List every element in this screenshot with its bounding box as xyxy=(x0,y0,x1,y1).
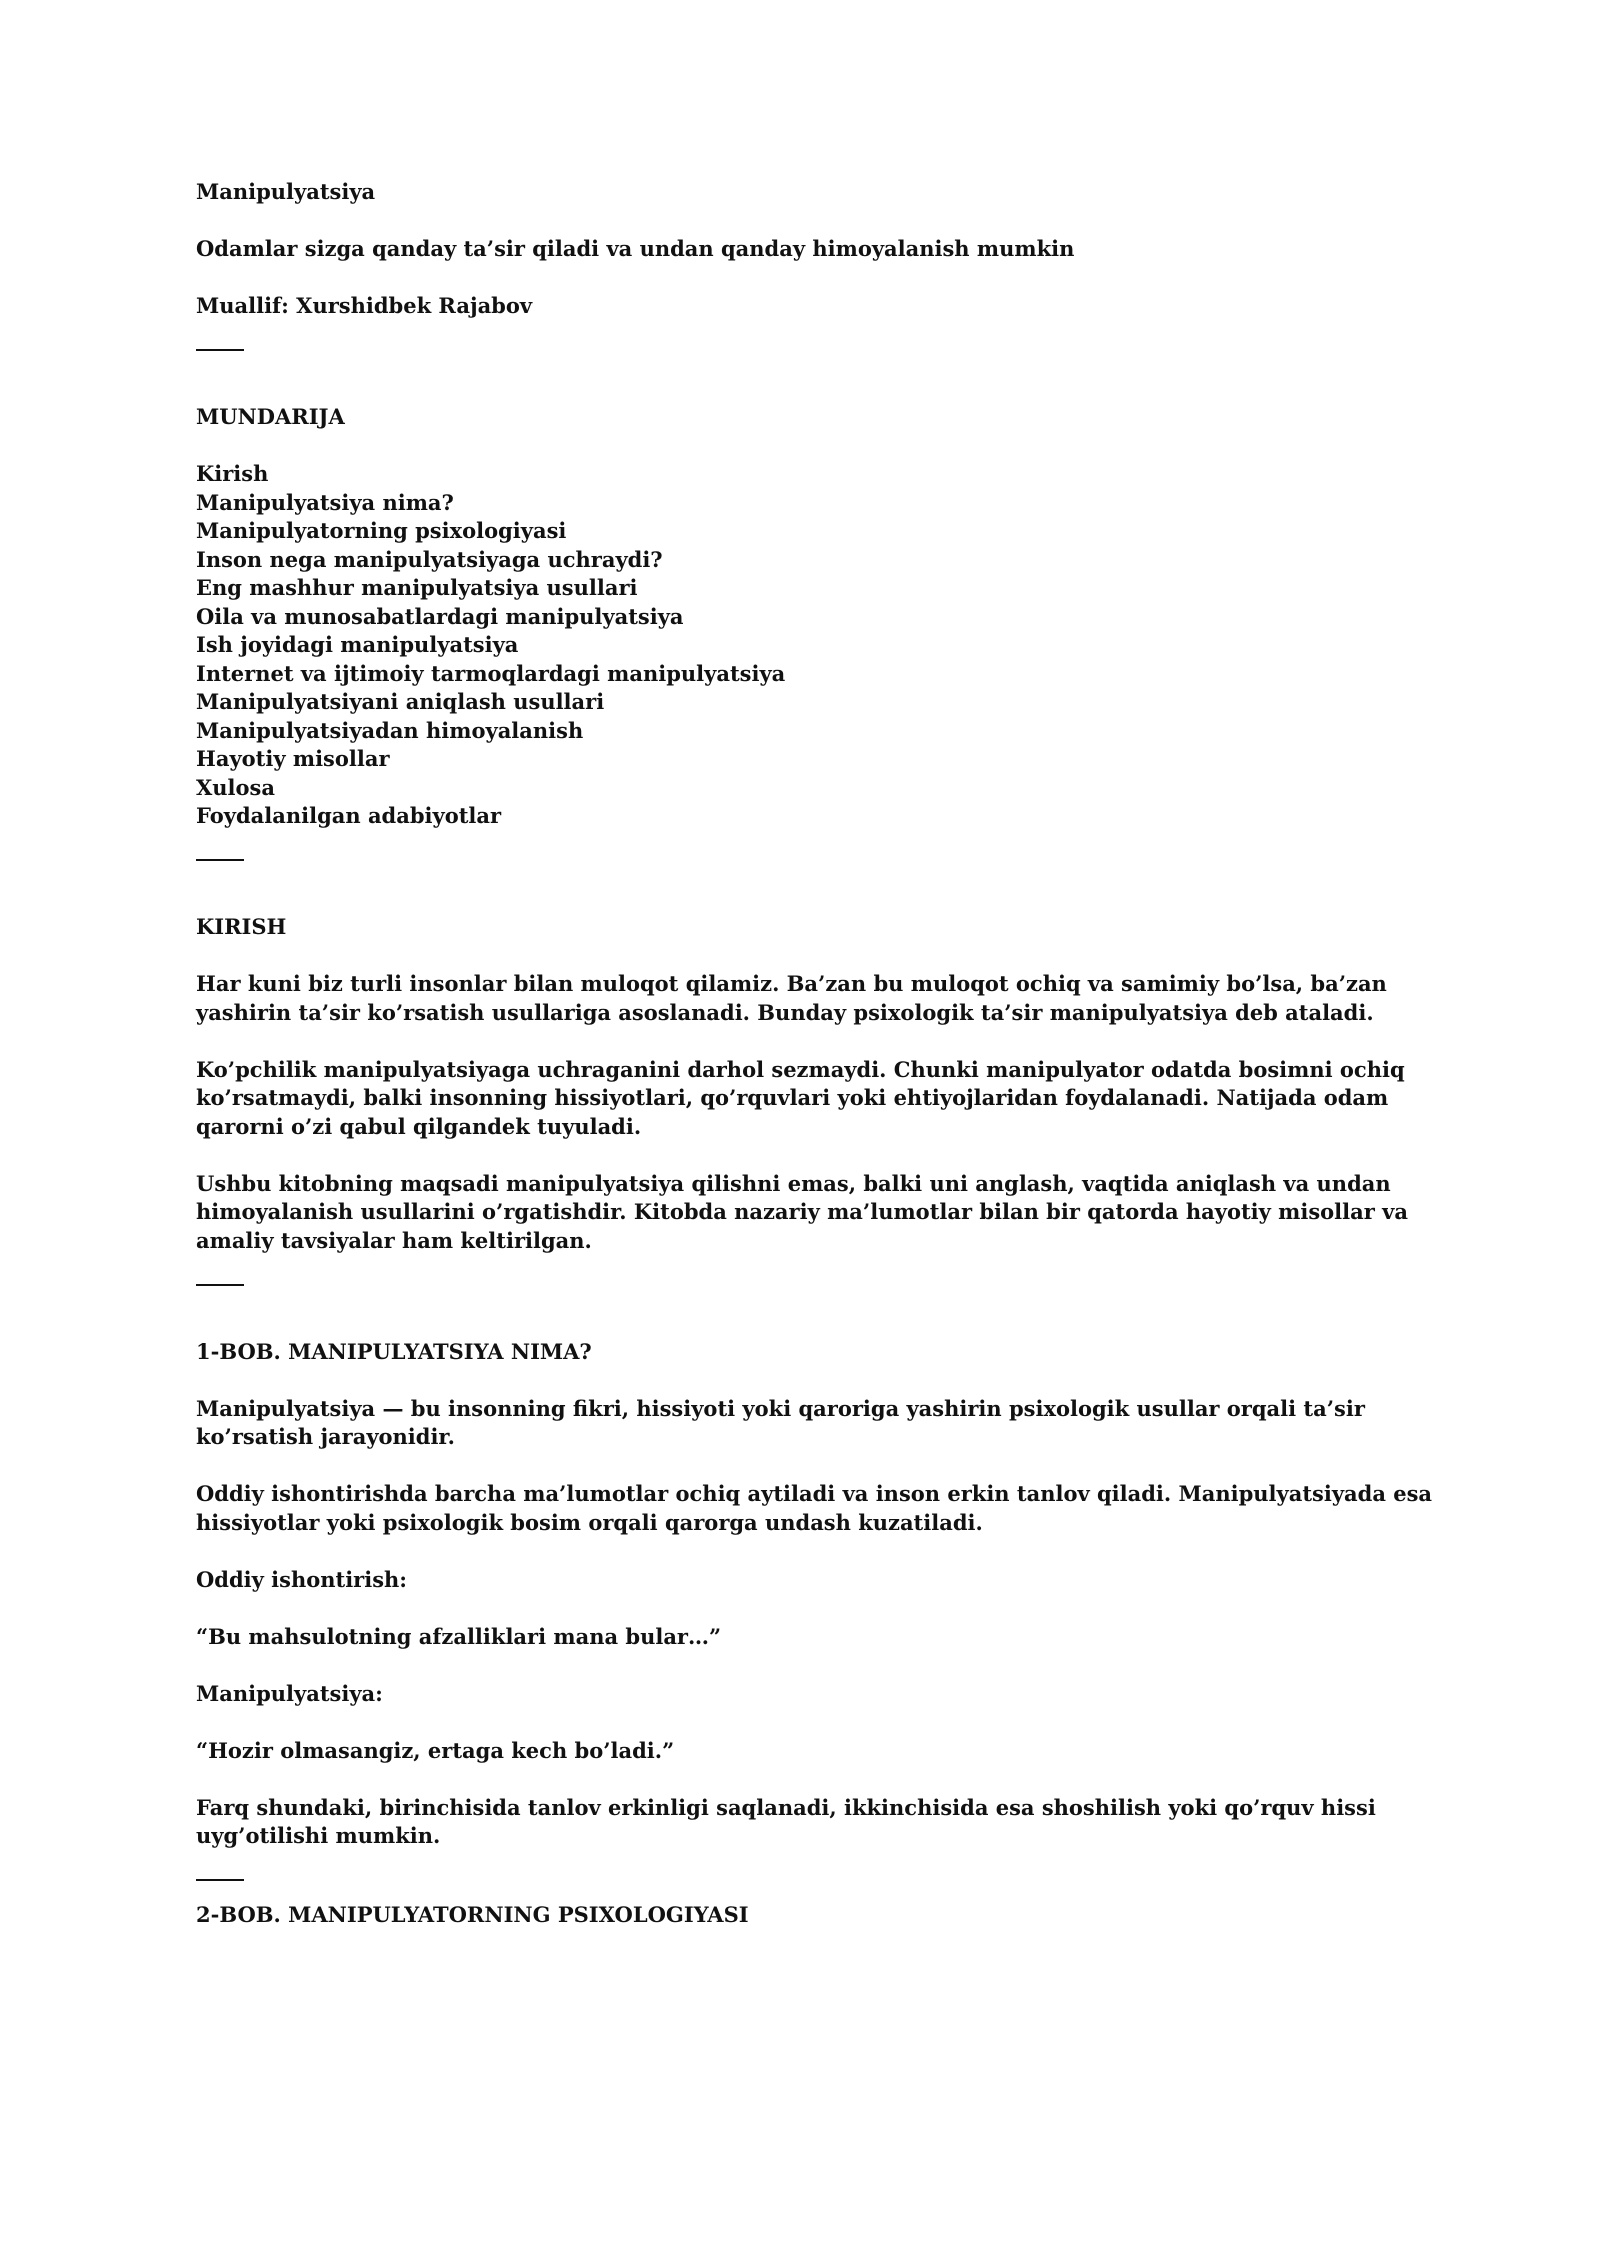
intro-paragraph: Har kuni biz turli insonlar bilan muloqot qilamiz. Ba’zan bu muloqot ochiq va samimiy bo’lsa, ba’zan yashirin ta’sir ko’rsatish usullariga asoslanadi. Bunday psixologik ta’sir manipulyatsiya deb ataladi. xyxy=(196,971,1387,1025)
chapter1-quote: “Hozir olmasangiz, ertaga kech bo’ladi.” xyxy=(196,1737,675,1763)
intro-paragraph: Ko’pchilik manipulyatsiyaga uchraganini darhol sezmaydi. Chunki manipulyator odatda bosimni ochiq ko’rsatmaydi, balki insonning hissiyotlari, qo’rquvlari yoki ehtiyojlaridan foydalanadi. Natijada odam qarorni o’zi qabul qilgandek tuyuladi. xyxy=(196,1056,1405,1139)
section-divider xyxy=(196,349,244,351)
document-subtitle: Odamlar sizga qanday ta’sir qiladi va undan qanday himoyalanish mumkin xyxy=(196,236,1075,261)
section-divider xyxy=(196,859,244,861)
toc-item-xulosa: Xulosa xyxy=(196,774,275,800)
toc-item-internet: Internet va ijtimoiy tarmoqlardagi manipulyatsiya xyxy=(196,660,786,686)
toc-item-aniqlash: Manipulyatsiyani aniqlash usullari xyxy=(196,689,605,714)
toc-item-inson-nega: Inson nega manipulyatsiyaga uchraydi? xyxy=(196,546,663,572)
chapter1-heading: 1-BOB. MANIPULYATSIYA NIMA? xyxy=(196,1338,592,1364)
chapter1-paragraph: Farq shundaki, birinchisida tanlov erkinligi saqlanadi, ikkinchisida esa shoshilish yoki qo’rquv hissi uyg’otilishi mumkin. xyxy=(196,1794,1376,1848)
toc-item-oila: Oila va munosabatlardagi manipulyatsiya xyxy=(196,603,684,629)
section-divider xyxy=(196,1284,244,1286)
toc-item-himoyalanish: Manipulyatsiyadan himoyalanish xyxy=(196,717,584,743)
toc-item-hayotiy-misollar: Hayotiy misollar xyxy=(196,746,390,771)
intro-heading: KIRISH xyxy=(196,914,287,939)
chapter2-heading: 2-BOB. MANIPULYATORNING PSIXOLOGIYASI xyxy=(196,1902,749,1927)
document-page xyxy=(196,178,1446,1958)
document-author: Muallif: Xurshidbek Rajabov xyxy=(196,293,533,318)
toc-item-usullari: Eng mashhur manipulyatsiya usullari xyxy=(196,575,638,600)
chapter1-quote: “Bu mahsulotning afzalliklari mana bular…” xyxy=(196,1623,722,1649)
toc-item-kirish: Kirish xyxy=(196,461,269,486)
section-divider xyxy=(196,1879,244,1881)
toc-item-adabiyotlar: Foydalanilgan adabiyotlar xyxy=(196,803,502,828)
toc-item-ish-joyidagi: Ish joyidagi manipulyatsiya xyxy=(196,632,519,657)
chapter1-paragraph: Oddiy ishontirishda barcha ma’lumotlar ochiq aytiladi va inson erkin tanlov qiladi. Manipulyatsiyada esa hissiyotlar yoki psixologik bosim orqali qarorga undash kuzatiladi. xyxy=(196,1481,1433,1535)
chapter1-paragraph: Manipulyatsiya: xyxy=(196,1680,383,1706)
toc-item-manipulyatorning-psixologiyasi: Manipulyatorning psixologiyasi xyxy=(196,518,567,543)
chapter1-paragraph: Oddiy ishontirish: xyxy=(196,1566,408,1592)
toc-item-manipulyatsiya-nima: Manipulyatsiya nima? xyxy=(196,489,454,515)
table-of-contents xyxy=(196,460,1446,831)
intro-paragraph: Ushbu kitobning maqsadi manipulyatsiya qilishni emas, balki uni anglash, vaqtida aniqlash va undan himoyalanish usullarini o’rgatishdir. Kitobda nazariy ma’lumotlar bilan bir qatorda hayotiy misollar va amaliy tavsiyalar ham keltirilgan. xyxy=(196,1170,1408,1253)
toc-heading: MUNDARIJA xyxy=(196,404,345,429)
chapter1-paragraph: Manipulyatsiya — bu insonning fikri, hissiyoti yoki qaroriga yashirin psixologik usullar orqali ta’sir ko’rsatish jarayonidir. xyxy=(196,1395,1365,1449)
document-title: Manipulyatsiya xyxy=(196,179,376,204)
